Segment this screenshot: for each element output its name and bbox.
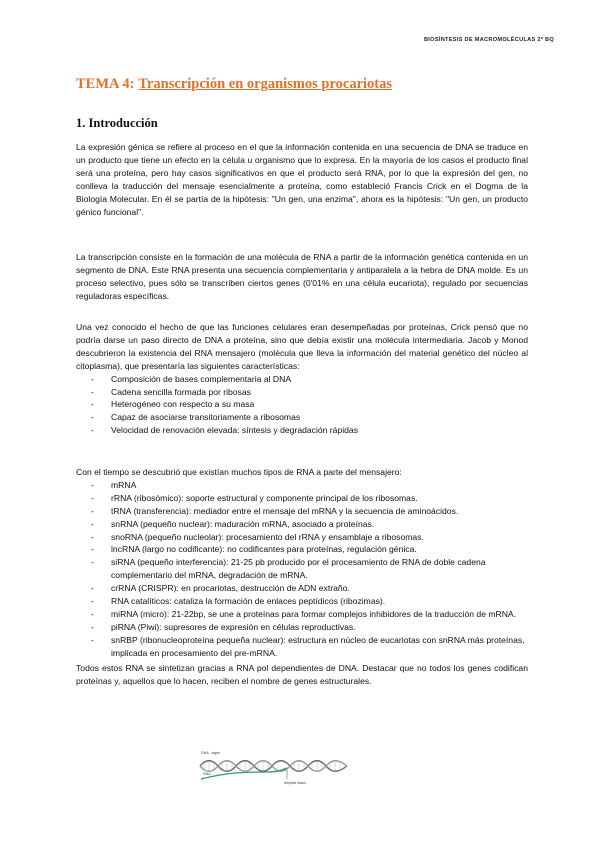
paragraph-text: Todos estos RNA se sintetizan gracias a RNA pol dependientes de DNA. Destacar que no todos los genes codifican proteínas y, aquellos que lo hacen, reciben el nombre de genes estructurales.	[76, 663, 528, 686]
figure-label-rna: RNA	[203, 772, 211, 776]
figure-label-template: template strand	[284, 781, 306, 785]
paragraph-tipos-rna	[76, 466, 528, 660]
paragraph-expresion-genica	[76, 141, 528, 218]
running-header: BIOSÍNTESIS DE MACROMOLÉCULAS 2º BQ	[423, 37, 554, 43]
list-item: - Velocidad de renovación elevada: síntesis y degradación rápidas	[76, 424, 528, 437]
list-item: - Cadena sencilla formada por ribosas	[76, 386, 528, 399]
list-item: - Composición de bases complementaria al DNA	[76, 373, 528, 386]
paragraph-text: Con el tiempo se descubrió que existían muchos tipos de RNA a parte del mensajero:	[76, 467, 402, 477]
list-item: - rRNA (ribosómico): soporte estructural y componente principal de los ribosomas.	[76, 492, 528, 505]
list-item: - crRNA (CRISPR): en procariotas, destrucción de ADN extraño.	[76, 582, 528, 595]
chapter-title-topic: Transcripción en organismos procariotas	[138, 76, 393, 92]
paragraph-text: Una vez conocido el hecho de que las funciones celulares eran desempeñadas por proteínas, Crick pensó que no podría darse un paso directo de DNA a proteína, sino que debía existir una molécula intermediaria. Jacob y Monod descubrieron la existencia del RNA mensajero (molécula que lleva la información del material genético del núcleo al citoplasma), que presentaría las siguientes características:	[76, 322, 528, 371]
list-item: - lncRNA (largo no codificante): no codificantes para proteínas, regulación génica.	[76, 543, 528, 556]
figure-label-dna: DNA - lagen	[201, 751, 221, 755]
paragraph-transcripcion	[76, 251, 528, 303]
list-item: - miRNA (micro): 21-22bp, se une a proteínas para formar complejos inhibidores de la traducción de mRNA.	[76, 608, 528, 621]
list-item: - snoRNA (pequeño nucleolar): procesamiento del rRNA y ensamblaje a ribosomas.	[76, 531, 528, 544]
chapter-title-prefix: TEMA 4:	[76, 76, 135, 92]
rna-types-list	[76, 479, 528, 660]
list-item: - Capaz de asociarse transitoriamente a ribosomas	[76, 411, 528, 424]
chapter-title	[76, 76, 392, 93]
list-item: - Heterogéneo con respecto a su masa	[76, 398, 528, 411]
paragraph-text: La transcripción consiste en la formación de una molécula de RNA a partir de la información genética contenida en un segmento de DNA. Este RNA presenta una secuencia complementaria y antiparalela a la hebra de DNA molde. Es un proceso selectivo, pues sólo se transcriben ciertos genes (0'01% en una célula eucariota), regulado por secuencias reguladoras específicas.	[76, 252, 528, 301]
list-item: - tRNA (transferencia): mediador entre el mensaje del mRNA y la secuencia de aminoácidos.	[76, 505, 528, 518]
paragraph-text: La expresión génica se refiere al proceso en el que la información contenida en una secuencia de DNA se traduce en un producto que tiene un efecto en la célula u organismo que lo expresa. En la mayoría de los casos el producto final será una proteína, pero hay casos significativos en que el producto será RNA, por lo que la expresión del gen, no conlleva la traducción del mensaje esencialmente a proteína, como estableció Francis Crick en el Dogma de la Biología Molecular. En él se partía de la hipótesis: "Un gen, una enzima", ahora es la hipótesis: "Un gen, un producto génico funcional".	[76, 142, 528, 217]
list-item: - RNA catalíticos: cataliza la formación de enlaces peptídicos (ribozimas).	[76, 595, 528, 608]
transcription-figure	[195, 748, 355, 788]
list-item: - siRNA (pequeño interferencia): 21-25 pb producido por el procesamiento de RNA de doble cadena complementario del mRNA, degradación de mRNA.	[76, 556, 528, 582]
list-item: - piRNA (Piwi): supresores de expresión en células reproductivas.	[76, 621, 528, 634]
paragraph-rna-pol	[76, 662, 528, 688]
characteristics-list	[76, 373, 528, 438]
list-item: - mRNA	[76, 479, 528, 492]
paragraph-rna-mensajero	[76, 321, 528, 437]
list-item: - snRNA (pequeño nuclear): maduración mRNA, asociado a proteínas.	[76, 518, 528, 531]
list-item: - snRBP (ribonucleoproteína pequeña nuclear): estructura en núcleo de eucariotas con snRNA más proteínas, implicada en procesamiento del pre-mRNA.	[76, 634, 528, 660]
section-heading: 1. Introducción	[76, 116, 158, 130]
